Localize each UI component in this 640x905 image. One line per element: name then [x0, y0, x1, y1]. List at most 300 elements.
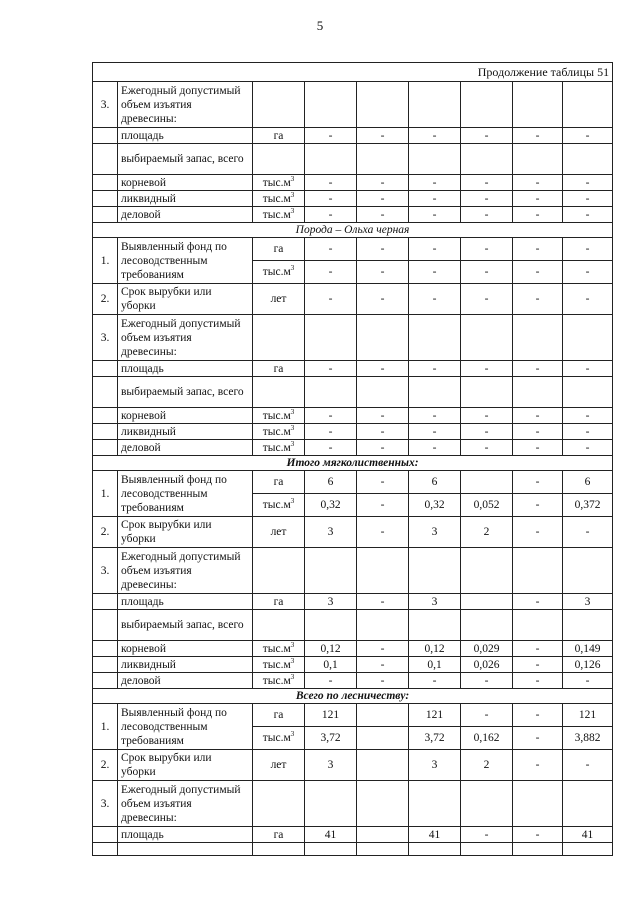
value-cell: [513, 548, 563, 594]
value-cell: -: [409, 440, 461, 456]
table-row: [93, 144, 613, 175]
row-label: Ежегодный допустимый объем изъятия древесины:: [118, 315, 253, 361]
row-label: деловой: [118, 673, 253, 689]
value-cell: [461, 548, 513, 594]
value-cell: [563, 781, 613, 827]
row-label: Ежегодный допустимый объем изъятия древесины:: [118, 82, 253, 128]
value-cell: 3: [305, 517, 357, 548]
value-cell: 121: [563, 704, 613, 727]
table-row: [93, 175, 613, 191]
row-label: ликвидный: [118, 424, 253, 440]
value-cell: -: [513, 827, 563, 843]
empty-cell: [305, 843, 357, 856]
value-cell: -: [563, 207, 613, 223]
value-cell: -: [461, 284, 513, 315]
row-number: [93, 207, 118, 223]
value-cell: 3: [409, 517, 461, 548]
value-cell: 121: [305, 704, 357, 727]
value-cell: -: [357, 175, 409, 191]
section-header-row: [93, 456, 613, 471]
row-label: площадь: [118, 361, 253, 377]
value-cell: -: [305, 207, 357, 223]
value-cell: -: [357, 128, 409, 144]
unit-cell: [253, 377, 305, 408]
value-cell: -: [305, 261, 357, 284]
value-cell: 0,372: [563, 494, 613, 517]
value-cell: -: [305, 440, 357, 456]
value-cell: [563, 82, 613, 128]
row-label: площадь: [118, 594, 253, 610]
value-cell: [563, 377, 613, 408]
value-cell: -: [357, 594, 409, 610]
value-cell: [461, 610, 513, 641]
value-cell: -: [461, 827, 513, 843]
value-cell: [513, 82, 563, 128]
unit-cell: га: [253, 471, 305, 494]
value-cell: -: [461, 704, 513, 727]
unit-cell: га: [253, 361, 305, 377]
value-cell: -: [357, 207, 409, 223]
value-cell: -: [563, 238, 613, 261]
value-cell: -: [461, 238, 513, 261]
unit-cell: [253, 440, 305, 456]
value-cell: -: [409, 261, 461, 284]
unit-cell: га: [253, 594, 305, 610]
value-cell: -: [563, 440, 613, 456]
unit-cell: [253, 175, 305, 191]
value-cell: -: [513, 704, 563, 727]
unit-text: тыс.м: [262, 425, 291, 438]
value-cell: [513, 610, 563, 641]
value-cell: 0,12: [305, 641, 357, 657]
value-cell: [461, 144, 513, 175]
row-number: [93, 144, 118, 175]
value-cell: 0,1: [305, 657, 357, 673]
empty-cell: [409, 843, 461, 856]
value-cell: [305, 548, 357, 594]
empty-cell: [357, 843, 409, 856]
value-cell: [357, 315, 409, 361]
row-number: 2.: [93, 284, 118, 315]
unit-superscript: 3: [290, 497, 295, 506]
unit-superscript: 3: [290, 264, 295, 273]
table-row: [93, 750, 613, 781]
value-cell: -: [461, 408, 513, 424]
unit-cell: [253, 673, 305, 689]
value-cell: [461, 594, 513, 610]
row-number: [93, 408, 118, 424]
value-cell: -: [409, 284, 461, 315]
value-cell: [409, 610, 461, 641]
unit-cell: [253, 727, 305, 750]
row-number: 3.: [93, 548, 118, 594]
table-row: [93, 471, 613, 494]
table-row: [93, 315, 613, 361]
row-number: 2.: [93, 750, 118, 781]
unit-cell: [253, 408, 305, 424]
value-cell: 41: [409, 827, 461, 843]
table-row: [93, 610, 613, 641]
row-label: корневой: [118, 641, 253, 657]
unit-cell: [253, 548, 305, 594]
unit-text: тыс.м: [262, 409, 291, 422]
value-cell: [357, 548, 409, 594]
unit-text: тыс.м: [262, 732, 291, 744]
value-cell: 3: [409, 594, 461, 610]
value-cell: [409, 315, 461, 361]
table-row: [93, 191, 613, 207]
unit-text: тыс.м: [262, 642, 291, 655]
value-cell: -: [513, 594, 563, 610]
section-title: Итого мягколиственных:: [93, 456, 613, 471]
value-cell: -: [409, 128, 461, 144]
value-cell: [409, 548, 461, 594]
row-label: Выявленный фонд по лесоводственным требованиям: [118, 238, 253, 284]
unit-superscript: 3: [290, 656, 295, 665]
unit-superscript: 3: [290, 174, 295, 183]
value-cell: [357, 781, 409, 827]
value-cell: [461, 315, 513, 361]
value-cell: -: [357, 408, 409, 424]
value-cell: -: [461, 361, 513, 377]
value-cell: [513, 315, 563, 361]
table-row: [93, 238, 613, 261]
table-row: [93, 548, 613, 594]
value-cell: 2: [461, 750, 513, 781]
empty-cell: [118, 843, 253, 856]
value-cell: 0,1: [409, 657, 461, 673]
unit-cell: [253, 207, 305, 223]
value-cell: 6: [563, 471, 613, 494]
value-cell: -: [409, 408, 461, 424]
value-cell: 0,029: [461, 641, 513, 657]
value-cell: -: [409, 207, 461, 223]
unit-superscript: 3: [290, 206, 295, 215]
table-row: [93, 781, 613, 827]
table-row: [93, 377, 613, 408]
value-cell: 0,149: [563, 641, 613, 657]
row-number: [93, 377, 118, 408]
value-cell: -: [409, 175, 461, 191]
row-label: ликвидный: [118, 191, 253, 207]
value-cell: 3,72: [409, 727, 461, 750]
value-cell: -: [563, 408, 613, 424]
value-cell: -: [409, 191, 461, 207]
value-cell: [357, 82, 409, 128]
value-cell: -: [513, 471, 563, 494]
value-cell: -: [563, 517, 613, 548]
value-cell: 3: [563, 594, 613, 610]
value-cell: [461, 377, 513, 408]
unit-superscript: 3: [290, 640, 295, 649]
value-cell: -: [305, 128, 357, 144]
row-label: корневой: [118, 408, 253, 424]
value-cell: [409, 781, 461, 827]
value-cell: -: [513, 261, 563, 284]
unit-cell: [253, 657, 305, 673]
continuation-label: Продолжение таблицы 51: [93, 63, 613, 82]
value-cell: -: [461, 261, 513, 284]
value-cell: [357, 704, 409, 727]
value-cell: 0,12: [409, 641, 461, 657]
unit-text: тыс.м: [262, 208, 291, 221]
row-number: [93, 610, 118, 641]
value-cell: -: [357, 284, 409, 315]
unit-superscript: 3: [290, 423, 295, 432]
value-cell: 6: [409, 471, 461, 494]
table-row: [93, 641, 613, 657]
value-cell: [563, 315, 613, 361]
unit-superscript: 3: [290, 439, 295, 448]
empty-cell: [461, 843, 513, 856]
value-cell: 0,32: [305, 494, 357, 517]
row-label: Выявленный фонд по лесоводственным требованиям: [118, 704, 253, 750]
value-cell: -: [513, 424, 563, 440]
unit-text: тыс.м: [262, 441, 291, 454]
row-number: 3.: [93, 82, 118, 128]
unit-cell: га: [253, 827, 305, 843]
row-number: 2.: [93, 517, 118, 548]
unit-cell: лет: [253, 517, 305, 548]
value-cell: -: [513, 284, 563, 315]
value-cell: -: [563, 361, 613, 377]
value-cell: -: [513, 657, 563, 673]
row-label: Ежегодный допустимый объем изъятия древесины:: [118, 548, 253, 594]
value-cell: 41: [305, 827, 357, 843]
section-title: Порода – Ольха черная: [93, 223, 613, 238]
value-cell: -: [357, 471, 409, 494]
row-label: Ежегодный допустимый объем изъятия древесины:: [118, 781, 253, 827]
value-cell: 3,72: [305, 727, 357, 750]
value-cell: -: [357, 641, 409, 657]
value-cell: 41: [563, 827, 613, 843]
value-cell: -: [563, 284, 613, 315]
value-cell: -: [357, 191, 409, 207]
unit-superscript: 3: [290, 730, 295, 739]
value-cell: [513, 377, 563, 408]
value-cell: -: [563, 750, 613, 781]
empty-cell: [93, 843, 118, 856]
value-cell: -: [563, 261, 613, 284]
value-cell: -: [305, 284, 357, 315]
forest-fund-table: [92, 62, 613, 856]
value-cell: -: [563, 424, 613, 440]
empty-row: [93, 843, 613, 856]
value-cell: -: [305, 361, 357, 377]
row-number: [93, 594, 118, 610]
value-cell: [357, 144, 409, 175]
row-number: 1.: [93, 238, 118, 284]
value-cell: -: [357, 238, 409, 261]
row-label: Срок вырубки или уборки: [118, 750, 253, 781]
row-number: 1.: [93, 471, 118, 517]
section-title: Всего по лесничеству:: [93, 689, 613, 704]
row-label: Выявленный фонд по лесоводственным требованиям: [118, 471, 253, 517]
value-cell: -: [461, 191, 513, 207]
value-cell: -: [461, 424, 513, 440]
unit-text: тыс.м: [262, 192, 291, 205]
value-cell: -: [461, 673, 513, 689]
unit-text: тыс.м: [262, 499, 291, 511]
table-row: [93, 284, 613, 315]
unit-cell: га: [253, 128, 305, 144]
value-cell: -: [513, 191, 563, 207]
table-row: [93, 594, 613, 610]
value-cell: -: [305, 238, 357, 261]
value-cell: 121: [409, 704, 461, 727]
value-cell: -: [357, 424, 409, 440]
value-cell: -: [513, 440, 563, 456]
unit-cell: [253, 191, 305, 207]
value-cell: 0,052: [461, 494, 513, 517]
empty-cell: [513, 843, 563, 856]
value-cell: -: [513, 408, 563, 424]
row-label: деловой: [118, 207, 253, 223]
value-cell: [513, 144, 563, 175]
value-cell: -: [409, 238, 461, 261]
value-cell: -: [357, 494, 409, 517]
continuation-row: [93, 63, 613, 82]
value-cell: [305, 377, 357, 408]
unit-superscript: 3: [290, 407, 295, 416]
unit-text: тыс.м: [262, 674, 291, 687]
row-number: 1.: [93, 704, 118, 750]
value-cell: -: [513, 517, 563, 548]
row-label: ликвидный: [118, 657, 253, 673]
unit-superscript: 3: [290, 190, 295, 199]
row-label: выбираемый запас, всего: [118, 144, 253, 175]
value-cell: -: [513, 128, 563, 144]
section-header-row: [93, 689, 613, 704]
unit-cell: [253, 494, 305, 517]
value-cell: [409, 82, 461, 128]
unit-cell: [253, 315, 305, 361]
unit-superscript: 3: [290, 672, 295, 681]
row-number: [93, 657, 118, 673]
value-cell: -: [513, 727, 563, 750]
value-cell: 6: [305, 471, 357, 494]
value-cell: 0,126: [563, 657, 613, 673]
value-cell: -: [357, 517, 409, 548]
page-number: 5: [316, 18, 324, 33]
value-cell: -: [357, 261, 409, 284]
value-cell: [357, 750, 409, 781]
value-cell: -: [305, 408, 357, 424]
value-cell: [563, 548, 613, 594]
row-number: [93, 128, 118, 144]
unit-cell: га: [253, 704, 305, 727]
table-row: [93, 440, 613, 456]
value-cell: -: [409, 361, 461, 377]
value-cell: [357, 827, 409, 843]
value-cell: [461, 471, 513, 494]
value-cell: 3: [409, 750, 461, 781]
unit-cell: [253, 424, 305, 440]
value-cell: -: [513, 207, 563, 223]
value-cell: -: [305, 175, 357, 191]
value-cell: -: [409, 424, 461, 440]
row-number: [93, 827, 118, 843]
value-cell: -: [357, 673, 409, 689]
empty-cell: [563, 843, 613, 856]
value-cell: [513, 781, 563, 827]
value-cell: -: [513, 673, 563, 689]
value-cell: [409, 144, 461, 175]
row-number: [93, 191, 118, 207]
table-row: [93, 128, 613, 144]
value-cell: -: [513, 750, 563, 781]
row-number: [93, 175, 118, 191]
value-cell: 3,882: [563, 727, 613, 750]
row-number: [93, 361, 118, 377]
value-cell: -: [563, 673, 613, 689]
row-label: Срок вырубки или уборки: [118, 517, 253, 548]
value-cell: [305, 144, 357, 175]
table-row: [93, 82, 613, 128]
unit-text: тыс.м: [262, 658, 291, 671]
section-header-row: [93, 223, 613, 238]
value-cell: 0,162: [461, 727, 513, 750]
table-row: [93, 827, 613, 843]
value-cell: -: [513, 641, 563, 657]
row-label: выбираемый запас, всего: [118, 377, 253, 408]
unit-cell: лет: [253, 284, 305, 315]
row-label: деловой: [118, 440, 253, 456]
value-cell: -: [563, 128, 613, 144]
unit-cell: [253, 610, 305, 641]
value-cell: -: [357, 361, 409, 377]
value-cell: -: [305, 191, 357, 207]
unit-cell: [253, 641, 305, 657]
value-cell: -: [357, 657, 409, 673]
unit-cell: [253, 82, 305, 128]
row-number: 3.: [93, 781, 118, 827]
table-row: [93, 673, 613, 689]
value-cell: -: [461, 440, 513, 456]
value-cell: 0,026: [461, 657, 513, 673]
value-cell: 3: [305, 594, 357, 610]
value-cell: -: [461, 207, 513, 223]
table-row: [93, 424, 613, 440]
value-cell: -: [513, 175, 563, 191]
row-number: [93, 641, 118, 657]
value-cell: 3: [305, 750, 357, 781]
table-row: [93, 657, 613, 673]
row-label: площадь: [118, 128, 253, 144]
value-cell: -: [563, 191, 613, 207]
value-cell: [357, 727, 409, 750]
unit-cell: га: [253, 238, 305, 261]
unit-text: тыс.м: [262, 176, 291, 189]
value-cell: [563, 610, 613, 641]
row-label: Срок вырубки или уборки: [118, 284, 253, 315]
table-row: [93, 517, 613, 548]
value-cell: -: [305, 424, 357, 440]
empty-cell: [253, 843, 305, 856]
value-cell: [305, 315, 357, 361]
value-cell: [357, 610, 409, 641]
value-cell: -: [513, 238, 563, 261]
value-cell: -: [461, 128, 513, 144]
value-cell: -: [305, 673, 357, 689]
row-number: 3.: [93, 315, 118, 361]
row-label: площадь: [118, 827, 253, 843]
table-row: [93, 207, 613, 223]
value-cell: -: [461, 175, 513, 191]
row-label: корневой: [118, 175, 253, 191]
unit-cell: [253, 781, 305, 827]
value-cell: [305, 82, 357, 128]
